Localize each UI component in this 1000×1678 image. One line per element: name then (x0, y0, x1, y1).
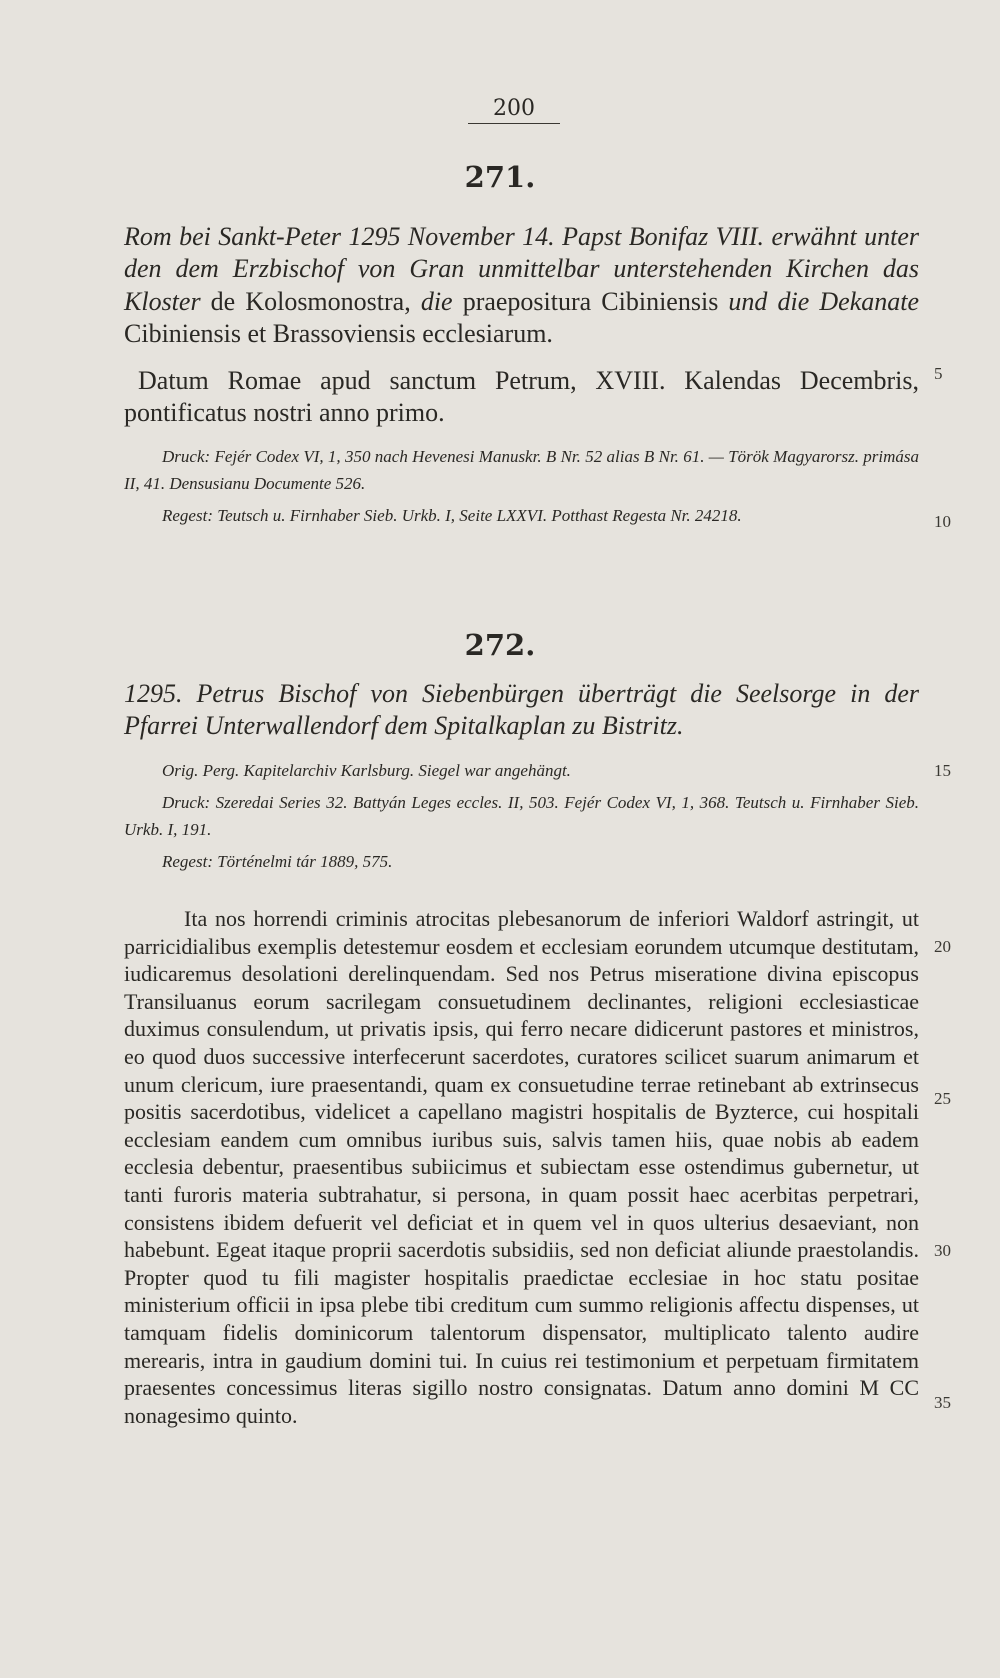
doc272-heading: 1295. Petrus Bischof von Siebenbürgen überträgt die Seelsorge in der Pfarrei Unterwallendorf dem Spitalkaplan zu Bistritz. (124, 679, 919, 741)
doc271-datum: Datum Romae apud sanctum Petrum, XVIII. Kalendas Decembris, pontificatus nostri anno primo. (124, 366, 919, 428)
document-number-272: 272. (464, 628, 536, 662)
heading-roman-2: praepositura Cibiniensis (462, 286, 729, 316)
doc272-regest: Regest: Történelmi tár 1889, 575. (162, 852, 393, 871)
doc271-regest: Regest: Teutsch u. Firnhaber Sieb. Urkb. I, Seite LXXVI. Potthast Regesta Nr. 24218. (162, 506, 742, 525)
doc271-druck: Druck: Fejér Codex VI, 1, 350 nach Hevenesi Manuskr. B Nr. 52 alias B Nr. 61. — Török Magyarorsz. primása II, 41. Densusianu Documente 526. (124, 447, 919, 493)
margin-line-number: 15 (934, 761, 951, 780)
margin-line-number: 20 (934, 937, 951, 956)
margin-line-number: 30 (934, 1241, 951, 1260)
heading-italic-3: und die Dekanate (728, 286, 920, 316)
document-number-271: 271. (464, 160, 536, 194)
doc272-text: Ita nos horrendi criminis atrocitas plebesanorum de inferiori Waldorf astringit, ut parricidialibus exemplis detestemur eosdem et ecclesiam eorundem utcumque destitutam, iudicaremus desolationi derelinquendam. Sed nos Petrus miseratione divina episcopus Transiluanus eorum sacrilegam consuetudinem declinantes, religioni ecclesiasticae duximus consulendum, ut privatis ipsis, qui ferro necare didicerunt pastores et ministros, eo quod duos successive interfecerunt sacerdotes, curatores scilicet suarum animarum et unum clericum, iure praesentandi, quam ex consuetudine terrae retinebant ab extrinsecus positis sacerdotibus, videlicet a capellano magistri hospitalis de Byzterce, cui hospitali ecclesiam eandem cum omnibus iuribus suis, salvis tamen hiis, quae nobis ab eadem ecclesia debentur, praesentibus subiicimus et subiectam esse ostendimus gubernetur, ut tanti furoris materia subtrahatur, si persona, in quam possit haec acerbitas perpetrari, consistens ibidem defuerit vel deficiat et in quem vel in quos ulterius desaeviant, non habebunt. Egeat itaque proprii sacerdotis subsidiis, sed non deficiat aliunde praestolandis. Propter quod tu fili magister hospitalis praedictae ecclesiae in hoc statu positae ministerium officii in ipsa plebe tibi creditum cum summo religionis affectu dispenses, ut tamquam fidelis dominicorum talentorum dispensator, multiplicato talento audire merearis, intra in gaudium domini tui. In cuius rei testimonium et perpetuam firmitatem praesentes concessimus literas sigillo nostro consignatas. Datum anno domini M CC nonagesimo quinto. (124, 906, 919, 1428)
heading-italic-1: Rom bei Sankt-Peter 1295 November 14. Papst Bonifaz VIII. erwähnt unter den dem Erzbischof von Gran unmittelbar unterstehenden Kirchen das Kloster (124, 222, 919, 316)
heading-roman-1: de Kolosmonostra, (210, 286, 421, 316)
page-number: 200 (468, 96, 560, 124)
heading-italic-2: die (420, 286, 463, 316)
margin-line-number: 10 (934, 512, 951, 531)
margin-line-number: 35 (934, 1393, 951, 1412)
margin-line-number: 25 (934, 1089, 951, 1108)
margin-line-number: 5 (934, 364, 943, 383)
doc271-heading (124, 221, 919, 351)
doc272-druck: Druck: Szeredai Series 32. Battyán Leges eccles. II, 503. Fejér Codex VI, 1, 368. Teutsch u. Firnhaber Sieb. Urkb. I, 191. (124, 793, 919, 839)
doc272-orig: Orig. Perg. Kapitelarchiv Karlsburg. Siegel war angehängt. (162, 761, 571, 780)
heading-roman-3: Cibiniensis et Brassoviensis ecclesiarum. (124, 319, 553, 349)
